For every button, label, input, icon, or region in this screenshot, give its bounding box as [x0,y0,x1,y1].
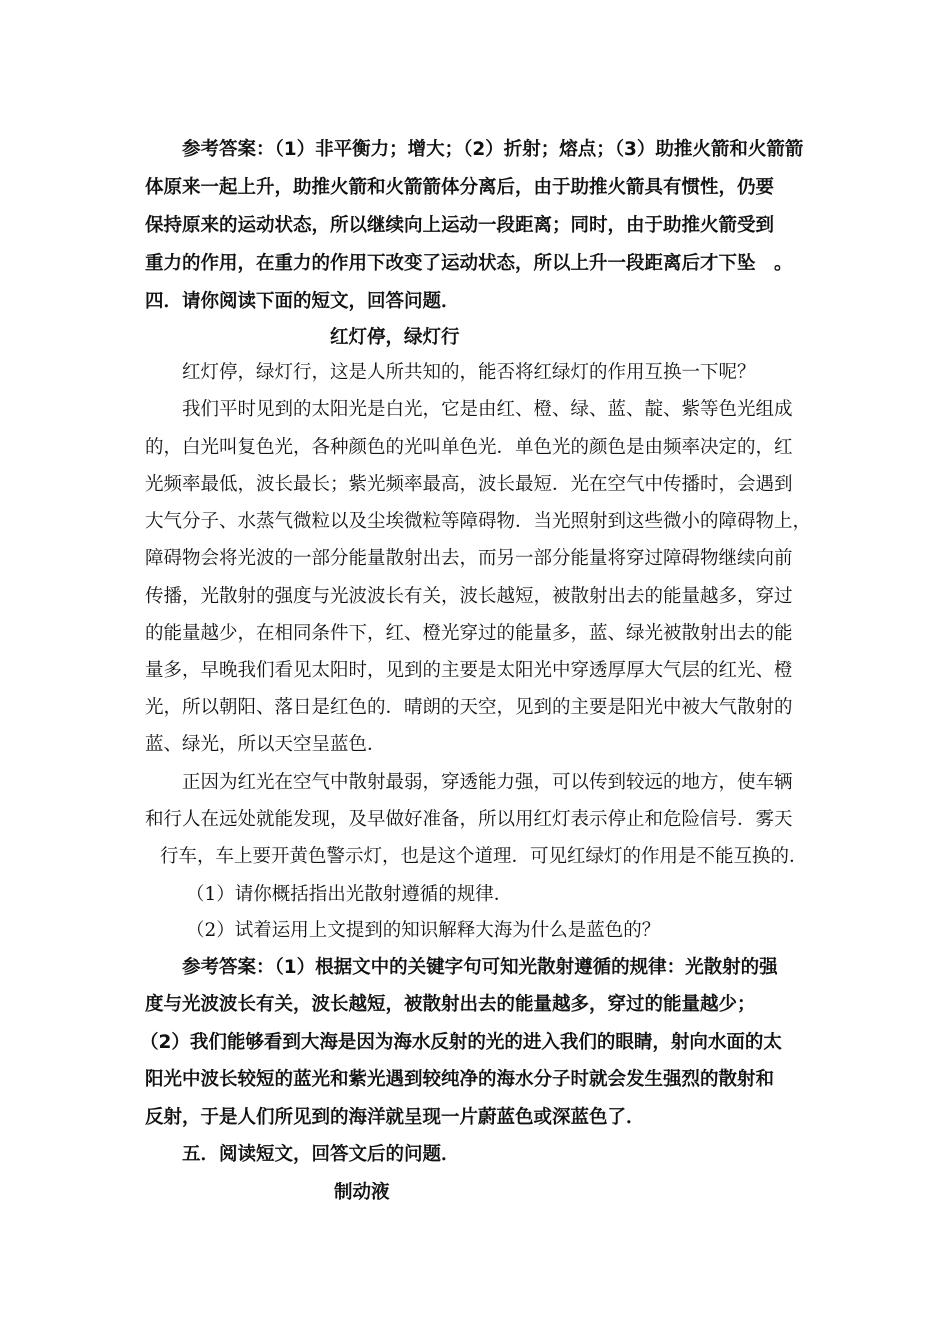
section-5-heading: 五．阅读短文，回答文后的问题． [182,1144,460,1165]
article-title: 红灯停，绿灯行 [330,327,460,348]
answer-3-line-4: 重力的作用，在重力的作用下改变了运动状态，所以上升一段距离后才下坠 。 [145,253,793,274]
answer-4-line-5: 反射，于是人们所见到的海洋就呈现一片蔚蓝色或深蓝色了． [145,1107,645,1128]
paragraph-2-line-1: 我们平时见到的太阳光是白光，它是由红、橙、绿、蓝、靛、紫等色光组成 [182,399,793,420]
question-1: （1）请你概括指出光散射遵循的规律． [186,884,513,905]
answer-3-line-1: 参考答案：（1）非平衡力；增大；（2）折射；熔点；（3）助推火箭和火箭箭 [182,139,804,160]
paragraph-2-line-3: 光频率最低，波长最长；紫光频率最高，波长最短．光在空气中传播时，会遇到 [145,474,793,495]
paragraph-2-line-8: 量多，早晚我们看见太阳时，见到的主要是太阳光中穿透厚厚大气层的红光、橙 [145,660,793,681]
question-2: （2）试着运用上文提到的知识解释大海为什么是蓝色的？ [186,920,661,941]
paragraph-2-line-7: 的能量越少，在相同条件下，红、橙光穿过的能量多，蓝、绿光被散射出去的能 [145,623,793,644]
answer-4-line-3: （2）我们能够看到大海是因为海水反射的光的进入我们的眼睛，射向水面的太 [140,1032,782,1053]
paragraph-2-line-9: 光，所以朝阳、落日是红色的．晴朗的天空，见到的主要是阳光中被大气散射的 [145,697,793,718]
section-5-title: 制动液 [334,1182,390,1203]
paragraph-3-line-3: 行车，车上要开黄色警示灯，也是这个道理．可见红绿灯的作用是不能互换的． [160,846,808,867]
paragraph-3-line-1: 正因为红光在空气中散射最弱，穿透能力强，可以传到较远的地方，使车辆 [182,772,793,793]
answer-4-line-4: 阳光中波长较短的蓝光和紫光遇到较纯净的海水分子时就会发生强烈的散射和 [145,1069,775,1090]
answer-3-line-2: 体原来一起上升，助推火箭和火箭箭体分离后，由于助推火箭具有惯性，仍要 [145,177,775,198]
answer-4-line-2: 度与光波波长有关，波长越短，被散射出去的能量越多，穿过的能量越少； [145,994,756,1015]
answer-3-line-3: 保持原来的运动状态，所以继续向上运动一段距离；同时，由于助推火箭受到 [145,215,775,236]
paragraph-2-line-6: 传播，光散射的强度与光波波长有关，波长越短，被散射出去的能量越多，穿过 [145,586,793,607]
answer-4-line-1: 参考答案：（1）根据文中的关键字句可知光散射遵循的规律：光散射的强 [182,957,778,978]
section-4-heading: 四．请你阅读下面的短文，回答问题． [145,291,460,312]
paragraph-2-line-5: 障碍物会将光波的一部分能量散射出去，而另一部分能量将穿过障碍物继续向前 [145,548,793,569]
paragraph-2-line-2: 的，白光叫复色光，各种颜色的光叫单色光．单色光的颜色是由频率决定的，红 [145,437,793,458]
paragraph-2-line-4: 大气分子、水蒸气微粒以及尘埃微粒等障碍物．当光照射到这些微小的障碍物上， [145,511,812,532]
paragraph-1: 红灯停，绿灯行，这是人所共知的，能否将红绿灯的作用互换一下呢？ [182,362,756,383]
paragraph-3-line-2: 和行人在远处就能发现，及早做好准备，所以用红灯表示停止和危险信号．雾天 [145,809,793,830]
paragraph-2-line-10: 蓝、绿光，所以天空呈蓝色． [145,734,386,755]
